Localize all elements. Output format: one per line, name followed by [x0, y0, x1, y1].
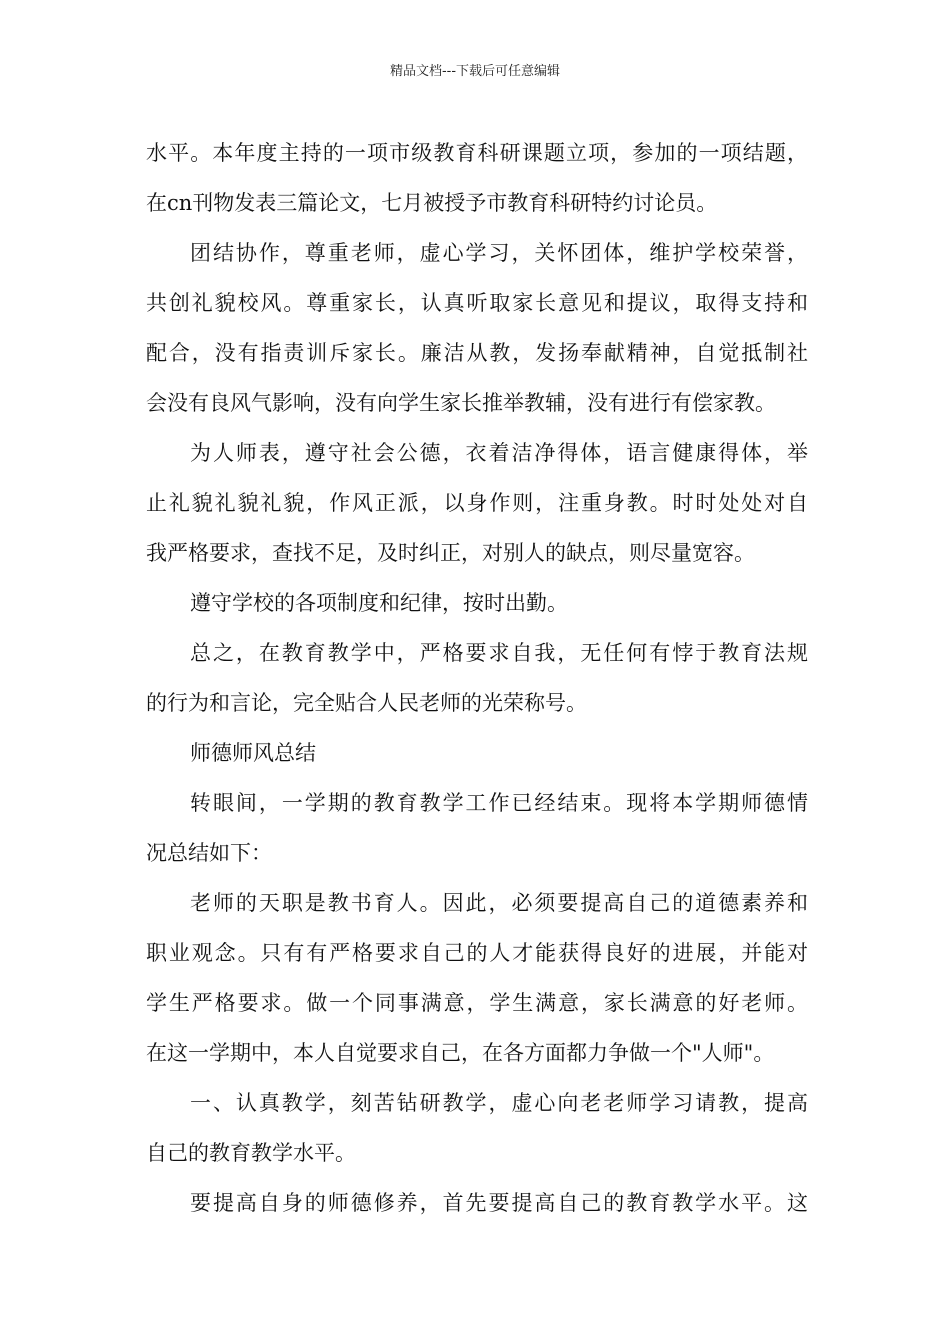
- text-line: 共创礼貌校风。尊重家长，认真听取家长意见和提议，取得支持和: [146, 291, 808, 315]
- text-line: 总之，在教育教学中，严格要求自我，无任何有悖于教育法规: [190, 641, 808, 665]
- document-body: [146, 128, 808, 1228]
- text-line: 会没有良风气影响，没有向学生家长推举教辅，没有进行有偿家教。: [146, 391, 776, 415]
- text-line: 遵守学校的各项制度和纪律，按时出勤。: [190, 591, 568, 615]
- text-line: 自己的教育教学水平。: [146, 1141, 356, 1165]
- text-line: 学生严格要求。做一个同事满意，学生满意，家长满意的好老师。: [146, 991, 808, 1015]
- text-line: 水平。本年度主持的一项市级教育科研课题立项，参加的一项结题，: [146, 141, 808, 165]
- text-line: 老师的天职是教书育人。因此，必须要提高自己的道德素养和: [190, 891, 808, 915]
- text-line: 止礼貌礼貌礼貌，作风正派，以身作则，注重身教。时时处处对自: [146, 491, 808, 515]
- text-line: 要提高自身的师德修养，首先要提高自己的教育教学水平。这: [190, 1191, 808, 1215]
- text-line: 配合，没有指责训斥家长。廉洁从教，发扬奉献精神，自觉抵制社: [146, 341, 808, 365]
- text-line: 一、认真教学，刻苦钻研教学，虚心向老老师学习请教，提高: [190, 1091, 808, 1115]
- text-line: 为人师表，遵守社会公德，衣着洁净得体，语言健康得体，举: [190, 441, 808, 465]
- text-line: 在cn刊物发表三篇论文，七月被授予市教育科研特约讨论员。: [146, 191, 718, 215]
- text-line: 职业观念。只有有严格要求自己的人才能获得良好的进展，并能对: [146, 941, 808, 965]
- text-line: 况总结如下：: [146, 841, 272, 865]
- text-line: 师德师风总结: [190, 741, 316, 765]
- text-line: 的行为和言论，完全贴合人民老师的光荣称号。: [146, 691, 587, 715]
- text-line: 在这一学期中，本人自觉要求自己，在各方面都力争做一个"人师"。: [146, 1041, 775, 1065]
- text-line: 转眼间，一学期的教育教学工作已经结束。现将本学期师德情: [190, 791, 808, 815]
- page-header: 精品文档---下载后可任意编辑: [389, 64, 561, 79]
- text-line: 团结协作，尊重老师，虚心学习，关怀团体，维护学校荣誉，: [190, 241, 808, 265]
- text-line: 我严格要求，查找不足，及时纠正，对别人的缺点，则尽量宽容。: [146, 541, 755, 565]
